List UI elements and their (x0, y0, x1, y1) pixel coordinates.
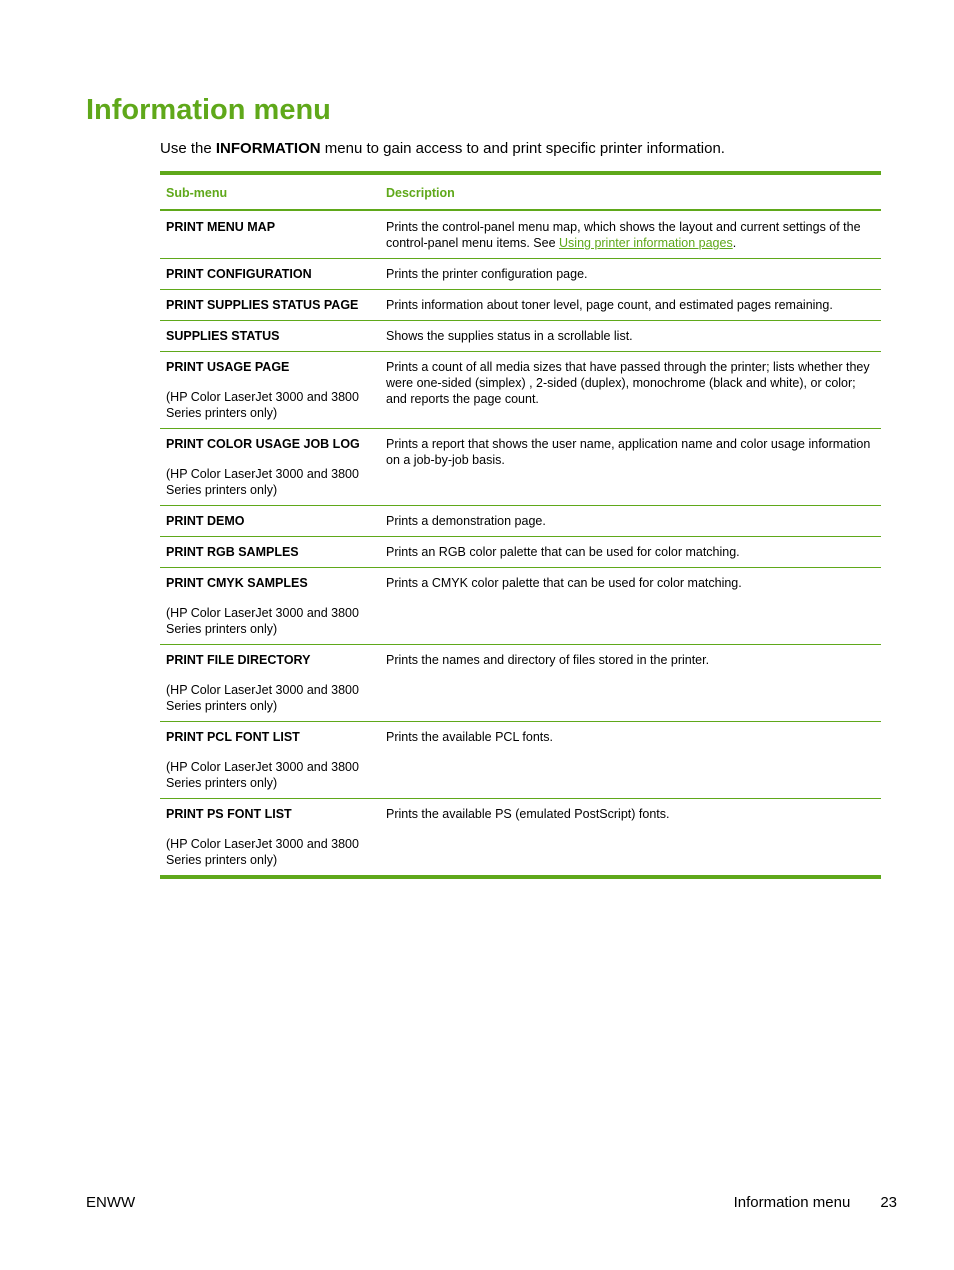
submenu-cell (160, 645, 380, 722)
submenu-name: PRINT DEMO (166, 514, 245, 528)
submenu-cell (160, 290, 380, 321)
table-row (160, 290, 881, 321)
table-header-row (160, 173, 881, 210)
description-text: Prints the names and directory of files stored in the printer. (386, 653, 710, 667)
table-body (160, 210, 881, 877)
description-cell (380, 321, 881, 352)
description-text: Prints the control-panel menu map, which shows the layout and current settings of the control-panel menu items. See (386, 220, 861, 250)
table-row (160, 799, 881, 878)
submenu-note: (HP Color LaserJet 3000 and 3800 Series printers only) (166, 683, 359, 713)
submenu-name: PRINT PCL FONT LIST (166, 730, 300, 744)
information-menu-table (160, 171, 881, 879)
submenu-cell (160, 799, 380, 878)
description-text: Prints the available PS (emulated PostScript) fonts. (386, 807, 670, 821)
description-text: Prints the printer configuration page. (386, 267, 588, 281)
description-cell (380, 645, 881, 722)
description-text: Prints the available PCL fonts. (386, 730, 553, 744)
description-cell (380, 259, 881, 290)
table-row (160, 645, 881, 722)
description-text: Prints information about toner level, page count, and estimated pages remaining. (386, 298, 833, 312)
description-cell (380, 799, 881, 878)
submenu-name: PRINT USAGE PAGE (166, 360, 290, 374)
header-description: Description (380, 173, 881, 210)
submenu-name: PRINT CMYK SAMPLES (166, 576, 308, 590)
description-cell (380, 290, 881, 321)
submenu-cell (160, 568, 380, 645)
submenu-name: PRINT COLOR USAGE JOB LOG (166, 437, 360, 451)
submenu-note: (HP Color LaserJet 3000 and 3800 Series printers only) (166, 837, 359, 867)
submenu-cell (160, 429, 380, 506)
submenu-note: (HP Color LaserJet 3000 and 3800 Series printers only) (166, 390, 359, 420)
table-row (160, 537, 881, 568)
submenu-name: SUPPLIES STATUS (166, 329, 280, 343)
footer-section-title: Information menu (733, 1194, 851, 1211)
intro-menu-name: INFORMATION (215, 140, 321, 157)
intro-paragraph (160, 139, 725, 159)
submenu-cell (160, 722, 380, 799)
description-cell (380, 429, 881, 506)
description-cell (380, 352, 881, 429)
page-title: Information menu (86, 94, 331, 126)
submenu-cell (160, 259, 380, 290)
table-row (160, 210, 881, 259)
description-cell (380, 506, 881, 537)
description-cell (380, 537, 881, 568)
submenu-cell (160, 537, 380, 568)
description-cell (380, 568, 881, 645)
table-row (160, 568, 881, 645)
table-row (160, 321, 881, 352)
description-cell (380, 210, 881, 259)
description-cell (380, 722, 881, 799)
description-text: Prints a count of all media sizes that have passed through the printer; lists whether they were one-sided (simplex) , 2-sided (duplex), monochrome (black and white), or color; and reports the page count. (386, 360, 870, 406)
footer-right (734, 1193, 897, 1213)
submenu-note: (HP Color LaserJet 3000 and 3800 Series printers only) (166, 760, 359, 790)
table-row (160, 259, 881, 290)
page-number: 23 (880, 1194, 897, 1211)
submenu-cell (160, 506, 380, 537)
description-text-after: . (732, 236, 737, 250)
submenu-name: PRINT MENU MAP (166, 220, 276, 234)
submenu-name: PRINT PS FONT LIST (166, 807, 292, 821)
description-text: Prints a report that shows the user name, application name and color usage information on a job-by-job basis. (386, 437, 871, 467)
footer-doc-code: ENWW (86, 1194, 136, 1211)
submenu-name: PRINT RGB SAMPLES (166, 545, 299, 559)
intro-text-after: menu to gain access to and print specific printer information. (320, 140, 725, 157)
description-text: Prints a CMYK color palette that can be used for color matching. (386, 576, 742, 590)
submenu-note: (HP Color LaserJet 3000 and 3800 Series printers only) (166, 467, 359, 497)
description-text: Prints an RGB color palette that can be used for color matching. (386, 545, 740, 559)
submenu-note: (HP Color LaserJet 3000 and 3800 Series printers only) (166, 606, 359, 636)
submenu-cell (160, 352, 380, 429)
submenu-name: PRINT CONFIGURATION (166, 267, 312, 281)
description-text: Prints a demonstration page. (386, 514, 546, 528)
submenu-cell (160, 321, 380, 352)
table-row (160, 352, 881, 429)
table-row (160, 429, 881, 506)
submenu-cell (160, 210, 380, 259)
submenu-name: PRINT FILE DIRECTORY (166, 653, 311, 667)
header-submenu: Sub-menu (160, 173, 380, 210)
intro-text-before: Use the (160, 140, 216, 157)
printer-info-pages-link[interactable]: Using printer information pages (559, 236, 733, 250)
table-row (160, 722, 881, 799)
description-text: Shows the supplies status in a scrollable list. (386, 329, 633, 343)
table-row (160, 506, 881, 537)
submenu-name: PRINT SUPPLIES STATUS PAGE (166, 298, 359, 312)
